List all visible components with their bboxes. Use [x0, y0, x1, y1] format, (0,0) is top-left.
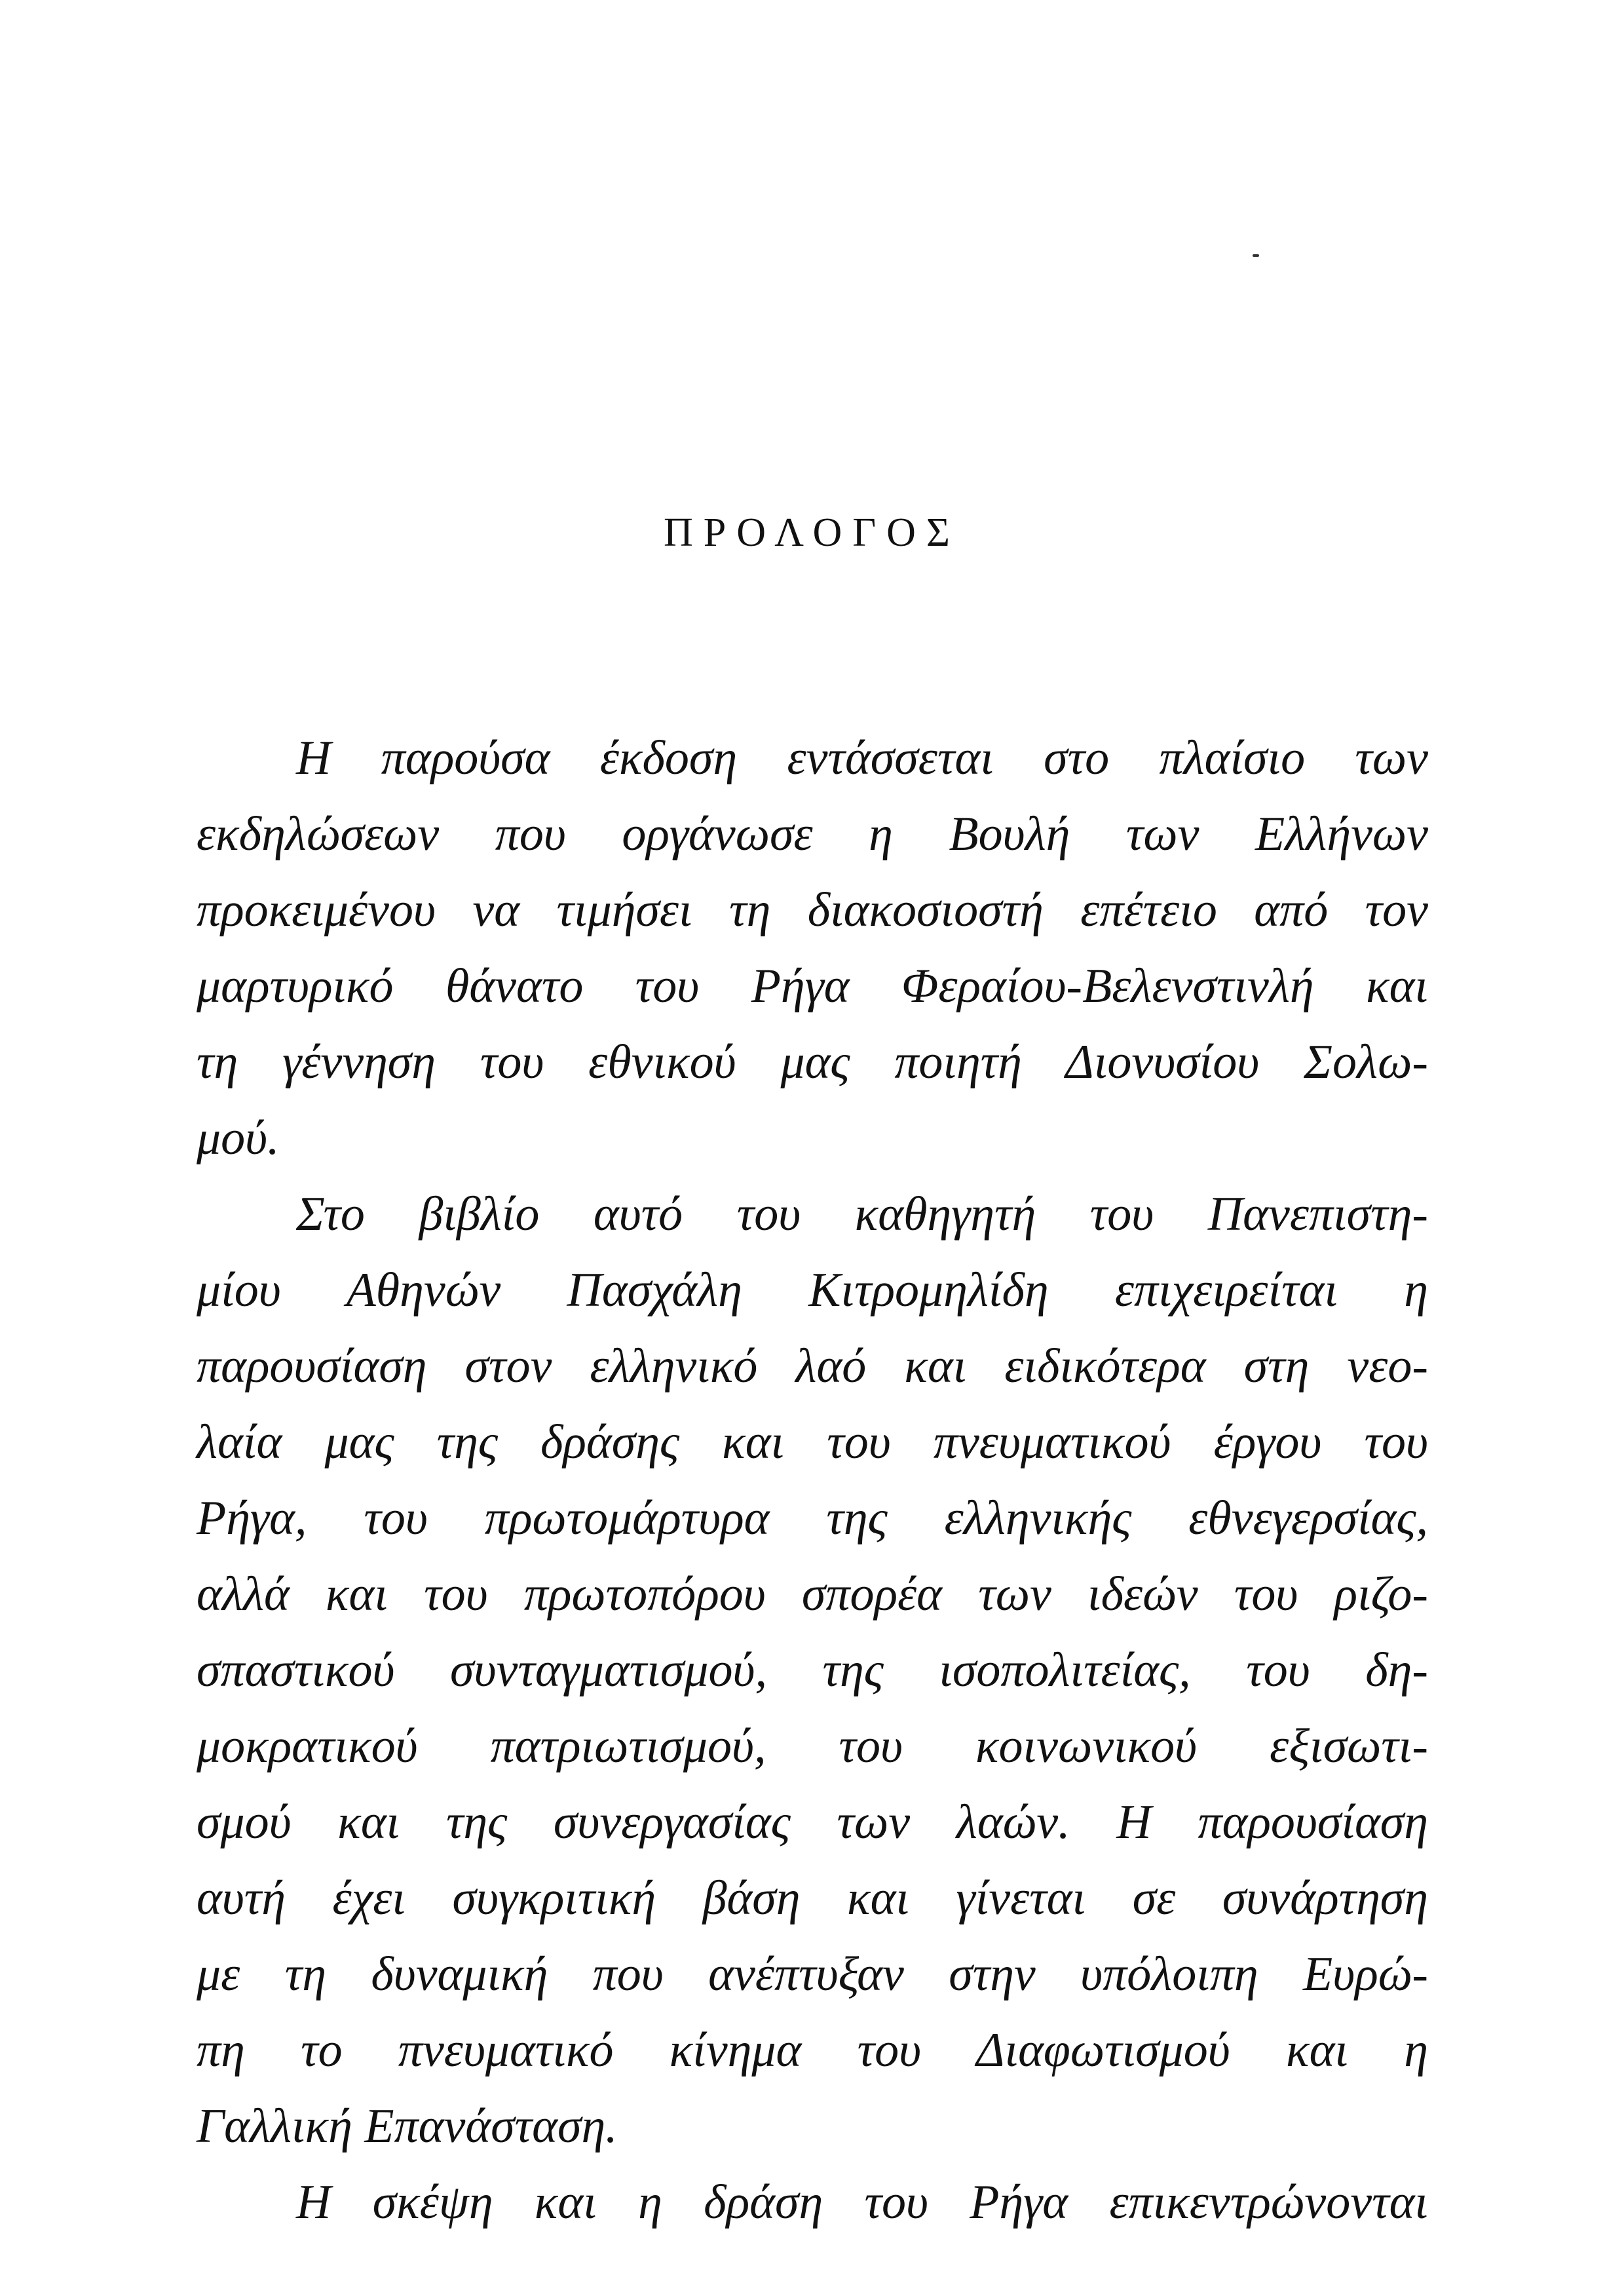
text-line: Γαλλική Επανάσταση.: [197, 2099, 618, 2153]
text-line: με τη δυναμική που ανέπτυξαν στην υπόλοιπη Ευρώ-: [197, 1947, 1428, 2001]
text-line: εκδηλώσεων που οργάνωσε η Βουλή των Ελλήνων: [197, 807, 1428, 861]
text-line: σπαστικού συνταγματισμού, της ισοπολιτείας, του δη-: [197, 1643, 1428, 1697]
text-line: μίου Αθηνών Πασχάλη Κιτρομηλίδη επιχειρείται η: [197, 1263, 1428, 1317]
text-line: πη το πνευματικό κίνημα του Διαφωτισμού και η: [197, 2023, 1428, 2077]
text-line: λαία μας της δράσης και του πνευματικού έργου του: [197, 1415, 1428, 1469]
text-line: Η παρούσα έκδοση εντάσσεται στο πλαίσιο των: [296, 731, 1428, 785]
text-line: μαρτυρικό θάνατο του Ρήγα Φεραίου-Βελενστινλή και: [197, 959, 1428, 1013]
text-line: Ρήγα, του πρωτομάρτυρα της ελληνικής εθνεγερσίας,: [197, 1491, 1428, 1545]
text-line: αλλά και του πρωτοπόρου σπορέα των ιδεών του ριζο-: [197, 1567, 1428, 1621]
text-line: σμού και της συνεργασίας των λαών. Η παρουσίαση: [197, 1795, 1428, 1849]
text-line: μού.: [197, 1111, 280, 1165]
text-line: Στο βιβλίο αυτό του καθηγητή του Πανεπιστη-: [296, 1187, 1428, 1241]
text-line: μοκρατικού πατριωτισμού, του κοινωνικού εξισωτι-: [197, 1719, 1428, 1773]
page-title: ΠΡΟΛΟΓΟΣ: [664, 510, 960, 555]
text-line: τη γέννηση του εθνικού μας ποιητή Διονυσίου Σολω-: [197, 1035, 1428, 1089]
text-line: παρουσίαση στον ελληνικό λαό και ειδικότερα στη νεο-: [197, 1339, 1428, 1393]
text-line: προκειμένου να τιμήσει τη διακοσιοστή επέτειο από τον: [197, 883, 1428, 937]
scan-speck: [1253, 254, 1259, 257]
text-line: αυτή έχει συγκριτική βάση και γίνεται σε συνάρτηση: [197, 1871, 1428, 1925]
text-line: Η σκέψη και η δράση του Ρήγα επικεντρώνονται: [296, 2175, 1428, 2229]
